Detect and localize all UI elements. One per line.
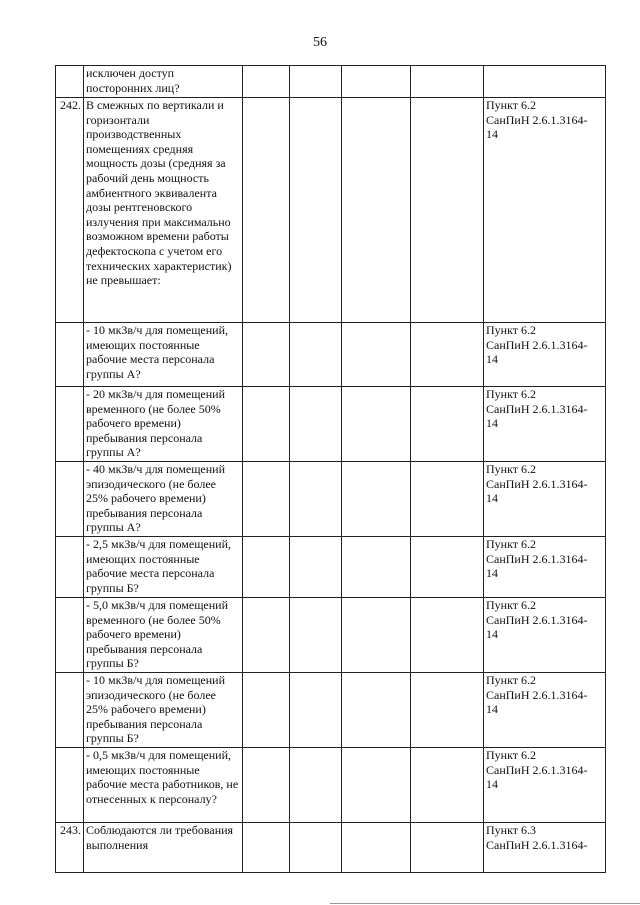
item-number: [56, 673, 84, 748]
answer-cell: [342, 598, 411, 673]
table-row: [56, 748, 606, 823]
requirement-text: - 10 мкЗв/ч для помещений эпизодического (не более 25% рабочего времени) пребывания персонала группы Б?: [84, 673, 243, 748]
reference-line: СанПиН 2.6.1.3164-: [486, 687, 588, 702]
item-number: [56, 66, 84, 98]
reference-line: СанПиН 2.6.1.3164-: [486, 612, 588, 627]
answer-cell: [342, 323, 411, 387]
answer-cell: [342, 387, 411, 462]
table-row: [56, 387, 606, 462]
reference-line: СанПиН 2.6.1.3164-: [486, 337, 588, 352]
answer-cell: [243, 462, 290, 537]
requirement-text: Соблюдаются ли требования выполнения: [84, 823, 243, 873]
reference-cell: [484, 98, 606, 323]
requirement-text: - 0,5 мкЗв/ч для помещений, имеющих постоянные рабочие места работников, не отнесенных к персоналу?: [84, 748, 243, 823]
requirement-text: - 2,5 мкЗв/ч для помещений, имеющих постоянные рабочие места персонала группы Б?: [84, 537, 243, 598]
reference-line: 14: [486, 127, 498, 142]
page-edge-line: [330, 903, 640, 904]
answer-cell: [342, 98, 411, 323]
answer-cell: [342, 462, 411, 537]
table-row: [56, 673, 606, 748]
answer-cell: [411, 537, 484, 598]
reference-cell: [484, 748, 606, 823]
checklist-table: [55, 65, 606, 873]
item-number: 243.: [56, 823, 84, 873]
reference-line: СанПиН 2.6.1.3164-: [486, 112, 588, 127]
item-number: [56, 387, 84, 462]
requirement-text: - 20 мкЗв/ч для помещений временного (не более 50% рабочего времени) пребывания персонала группы А?: [84, 387, 243, 462]
answer-cell: [243, 748, 290, 823]
answer-cell: [290, 537, 342, 598]
table-row: [56, 823, 606, 873]
requirement-text: исключен доступ посторонних лиц?: [84, 66, 243, 98]
item-number: [56, 323, 84, 387]
answer-cell: [411, 66, 484, 98]
reference-line: Пункт 6.2: [486, 537, 537, 551]
reference-line: Пункт 6.3: [486, 823, 537, 837]
answer-cell: [290, 462, 342, 537]
answer-cell: [411, 462, 484, 537]
reference-line: Пункт 6.2: [486, 748, 537, 762]
answer-cell: [342, 66, 411, 98]
answer-cell: [290, 748, 342, 823]
item-number: [56, 598, 84, 673]
answer-cell: [411, 598, 484, 673]
answer-cell: [243, 323, 290, 387]
answer-cell: [411, 387, 484, 462]
table-row: [56, 323, 606, 387]
answer-cell: [243, 537, 290, 598]
reference-cell: [484, 823, 606, 873]
reference-line: 14: [486, 352, 498, 367]
table-row: [56, 66, 606, 98]
reference-line: 14: [486, 416, 498, 431]
reference-cell: [484, 598, 606, 673]
table-row: [56, 598, 606, 673]
answer-cell: [411, 673, 484, 748]
reference-line: Пункт 6.2: [486, 673, 537, 687]
answer-cell: [290, 66, 342, 98]
answer-cell: [290, 323, 342, 387]
reference-line: Пункт 6.2: [486, 598, 537, 612]
reference-line: 14: [486, 627, 498, 642]
reference-line: Пункт 6.2: [486, 323, 537, 337]
requirement-text: - 5,0 мкЗв/ч для помещений временного (не более 50% рабочего времени) пребывания персонала группы Б?: [84, 598, 243, 673]
reference-line: Пункт 6.2: [486, 462, 537, 476]
requirement-text: В смежных по вертикали и горизонтали производственных помещениях средняя мощность дозы (средняя за рабочий день мощность амбиентного эквивалента дозы рентгеновского излучения при максимально возможном времени работы дефектоскопа с учетом его технических характеристик) не превышает:: [84, 98, 243, 323]
answer-cell: [411, 748, 484, 823]
answer-cell: [243, 387, 290, 462]
answer-cell: [342, 537, 411, 598]
reference-line: СанПиН 2.6.1.3164-: [486, 476, 588, 491]
answer-cell: [342, 748, 411, 823]
answer-cell: [290, 673, 342, 748]
table-row: [56, 98, 606, 323]
answer-cell: [290, 823, 342, 873]
requirement-text: - 10 мкЗв/ч для помещений, имеющих постоянные рабочие места персонала группы А?: [84, 323, 243, 387]
reference-line: 14: [486, 491, 498, 506]
answer-cell: [243, 98, 290, 323]
table-row: [56, 537, 606, 598]
answer-cell: [290, 598, 342, 673]
answer-cell: [411, 823, 484, 873]
reference-line: Пункт 6.2: [486, 387, 537, 401]
item-number: [56, 462, 84, 537]
reference-cell: [484, 537, 606, 598]
reference-line: 14: [486, 777, 498, 792]
answer-cell: [243, 673, 290, 748]
reference-line: 14: [486, 702, 498, 717]
answer-cell: [290, 98, 342, 323]
reference-line: Пункт 6.2: [486, 98, 537, 112]
reference-line: СанПиН 2.6.1.3164-: [486, 551, 588, 566]
answer-cell: [411, 98, 484, 323]
reference-cell: [484, 66, 606, 98]
answer-cell: [342, 823, 411, 873]
reference-cell: [484, 387, 606, 462]
answer-cell: [411, 323, 484, 387]
reference-cell: [484, 462, 606, 537]
item-number: [56, 748, 84, 823]
requirement-text: - 40 мкЗв/ч для помещений эпизодического (не более 25% рабочего времени) пребывания персонала группы А?: [84, 462, 243, 537]
answer-cell: [243, 598, 290, 673]
reference-line: 14: [486, 566, 498, 581]
reference-line: СанПиН 2.6.1.3164-: [486, 762, 588, 777]
page-number: 56: [313, 35, 327, 50]
answer-cell: [342, 673, 411, 748]
answer-cell: [243, 823, 290, 873]
table-row: [56, 462, 606, 537]
item-number: [56, 537, 84, 598]
reference-cell: [484, 673, 606, 748]
reference-line: СанПиН 2.6.1.3164-: [486, 837, 588, 852]
answer-cell: [243, 66, 290, 98]
item-number: 242.: [56, 98, 84, 323]
reference-cell: [484, 323, 606, 387]
answer-cell: [290, 387, 342, 462]
reference-line: СанПиН 2.6.1.3164-: [486, 401, 588, 416]
